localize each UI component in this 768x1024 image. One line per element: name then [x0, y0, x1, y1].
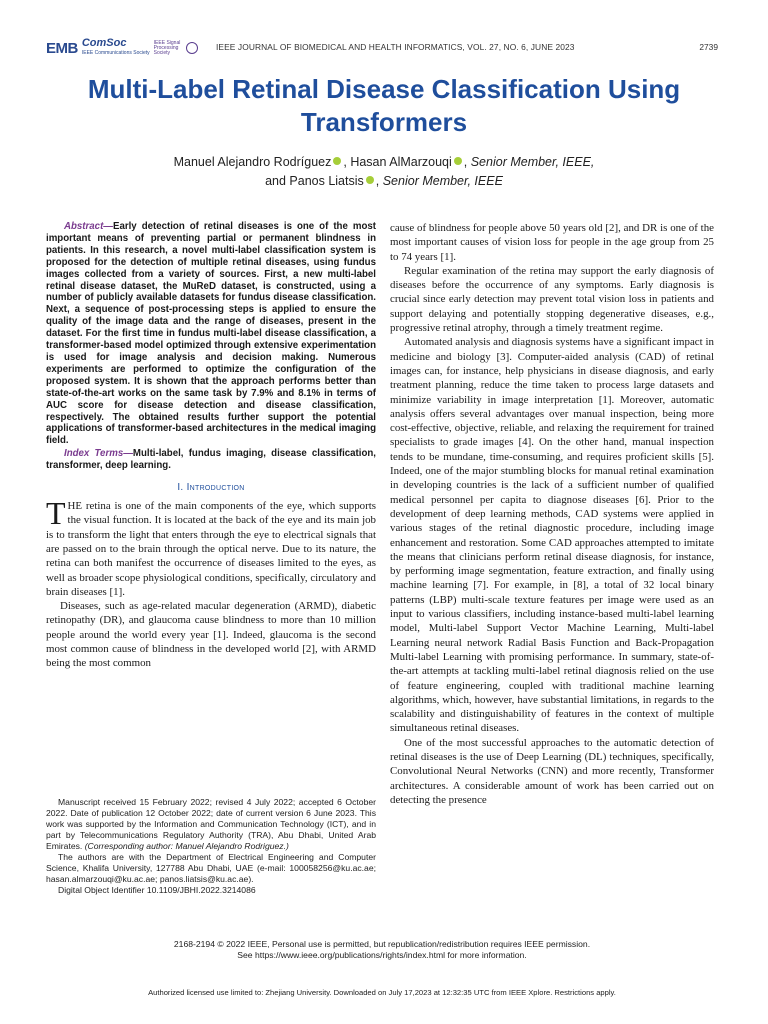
intro-paragraph-1 — [46, 495, 376, 599]
drop-cap: T — [46, 495, 66, 532]
footnote-corresponding-author: (Corresponding author: Manuel Alejandro Rodriguez.) — [84, 841, 289, 851]
page-number: 2739 — [699, 42, 718, 52]
footnote-affiliation: The authors are with the Department of Electrical Engineering and Computer Science, Khalifa University, 127788 Abu Dhabi, UAE (e-mail: 100058256@ku.ac.ae; hasan.almarzouqi@ku.ac.ae; panos.liatsis@ku.ac.ae). — [46, 852, 376, 884]
sps-logo — [154, 41, 198, 56]
right-column — [390, 221, 714, 807]
author-line-2: and Panos Liatsis , Senior Member, IEEE — [265, 174, 503, 188]
authorized-use-notice: Authorized licensed use limited to: Zhejiang University. Downloaded on July 17,2023 at 12:32:35 UTC from IEEE Xplore. Restrictions apply. — [148, 988, 616, 997]
page-header — [46, 38, 718, 64]
footnote — [46, 797, 376, 896]
author-3-role: Senior Member, IEEE — [382, 174, 503, 188]
abstract-text: Early detection of retinal diseases is one of the most important means of preventing partial or permanent blindness in patients. In this research, a novel multi-label classification system is proposed for the detection of multiple retinal diseases, using fundus images collected from a variety of sources. First, a new multi-label retinal disease dataset, the MuReD dataset, is constructed, using a number of publicly available datasets for fundus disease classification. Next, a sequence of post-processing steps is applied to ensure the quality of the image data and the range of diseases, present in the dataset. For the first time in fundus multi-label disease classification, a transformer-based model optimized through extensive experimentation is used for image analysis and decision making. Numerous experiments are performed to optimize the configuration of the proposed system. It is shown that the approach performs better than state-of-the-art works on the same task by 7.9% and 8.1% in terms of AUC score for disease detection and disease classification, respectively. The obtained results further support the potential applications of transformer-based architectures in the medical imaging field. — [46, 221, 376, 447]
copyright-line-1: 2168-2194 © 2022 IEEE, Personal use is permitted, but republication/redistribution requires IEEE permission. — [173, 939, 591, 949]
footnote-manuscript-info — [46, 797, 376, 852]
abstract-label: Abstract— — [64, 221, 113, 232]
comsoc-logo — [82, 38, 150, 58]
abstract — [46, 221, 376, 447]
intro-paragraph-2: Diseases, such as age-related macular degeneration (ARMD), diabetic retinopathy (DR), and glaucoma cause blindness to more than 10 million people around the world every year [1]. Indeed, glaucoma is the second most common cause of blindness in the developed world [2], with ARMD being the most common — [46, 600, 376, 670]
society-logos — [46, 38, 198, 58]
comsoc-logo-text: ComSoc — [81, 37, 127, 49]
author-1-name: Manuel Alejandro Rodríguez — [173, 155, 332, 169]
left-column — [46, 221, 376, 671]
author-line-1: Manuel Alejandro Rodríguez , Hasan AlMarzouqi , Senior Member, IEEE, — [173, 155, 595, 169]
right-paragraph-3: Automated analysis and diagnosis systems have a significant impact in medicine and biology [3]. Computer-aided analysis (CAD) of retinal images can, for instance, help physicians in disease diagnosis, and early treatment planning, reduce the time taken to process large datasets and minimize variability in image interpretation [1]. Moreover, automatic analysis offers several advantages over manual inspection, being more cost-effective, objective, reliable, and relaxing the requirement for trained specialists to grade images [4]. On the other hand, manual inspection tends to be mundane, time-consuming, and requires proficient skills [5]. Indeed, one of the major stumbling blocks for manual retinal examination in developing countries is the lack of a sufficient number of qualified medical personnel per capita to diagnose diseases [6]. Prior to the development of deep learning methods, CAD systems were applied in various stages of the retinal diagnostic procedure, including image enhancement and restoration. Some CAD approaches attempted to imitate the means that clinicians perform retinal disease diagnosis, for instance, by performing image segmentation, feature extraction, and finally using machine learning [7]. For example, in [8], a total of 32 local binary patterns (LBP) multi-scale texture features per image were used as an input to various classifiers, including instance-based multi-label learning model, Multi-label Support Vector Machine Learning, Multi-label Learning neural network Radial Basis Function and Back-Propagation Multi-label Learning with promising performance. In summary, state-of-the-art attempts at tackling multi-label retinal diagnosis relied on the use of feature engineering, coupled with traditional machine learning algorithms, which, however, have substantial limitations, in regards to the scalability and distinguishability of features in the context of multiple simultaneous retinal diseases. — [390, 336, 714, 735]
section-heading-introduction: I. Introduction — [177, 482, 245, 494]
intro-paragraph-1-text: HE retina is one of the main components of the eye, which supports the visual function. It is located at the back of the eye and its main job is to transform the light that enters through the eye to electrical signals that are passed on to the brain through the optical nerve. Due to its nature, the retina can both manifest the occurrence of diseases limited to the eyes, as well as broader scope physiological conditions, specifically, circulatory and brain diseases [1]. — [46, 500, 376, 598]
emb-logo: EMB — [46, 39, 78, 57]
sps-logo-text: IEEE Signal Processing Society — [153, 39, 181, 56]
copyright-notice — [46, 939, 718, 961]
orcid-icon[interactable] — [333, 157, 341, 165]
sps-logo-icon — [186, 42, 198, 54]
index-terms-label: Index Terms— — [64, 448, 133, 460]
paper-title: Multi-Label Retinal Disease Classification Using Transformers — [87, 74, 681, 137]
right-paragraph-2: Regular examination of the retina may support the early diagnosis of diseases before the occurrence of any symptoms. Early diagnosis is crucial since early detection may prevent total vision loss in patients and support delaying and potentially stopping degenerative diseases, e.g., progressive retinal atrophy, through a timely treatment regime. — [390, 264, 714, 335]
author-list — [60, 153, 708, 191]
author-2-role: Senior Member, IEEE, — [470, 155, 595, 169]
author-3-name: and Panos Liatsis — [265, 174, 364, 188]
index-terms-text: Multi-label, fundus imaging, disease classification, transformer, deep learning. — [46, 448, 376, 472]
right-paragraph-4: One of the most successful approaches to the automatic detection of retinal diseases is the use of Deep Learning (DL) techniques, specifically, Convolutional Neural Networks (CNN) and more recently, Transformer architectures. A considerable amount of work has been carried out on detecting the presence — [390, 736, 714, 806]
footnote-manuscript-text: Manuscript received 15 February 2022; revised 4 July 2022; accepted 6 October 2022. Date of publication 12 October 2022; date of current version 6 June 2023. This work was supported by the Information and Communication Technology (ICT), and in part by Telecommunications Regulatory Authority (TRA), Abu Dhabi, United Arab Emirates. — [46, 797, 376, 851]
orcid-icon[interactable] — [366, 176, 374, 184]
orcid-icon[interactable] — [454, 157, 462, 165]
right-paragraph-1: cause of blindness for people above 50 years old [2], and DR is one of the most important causes of vision loss for people in the age group from 25 to 74 years [1]. — [390, 222, 714, 263]
journal-running-head: IEEE JOURNAL OF BIOMEDICAL AND HEALTH INFORMATICS, VOL. 27, NO. 6, JUNE 2023 — [216, 42, 575, 52]
author-2-name: Hasan AlMarzouqi — [350, 155, 452, 169]
copyright-line-2[interactable]: See https://www.ieee.org/publications/rights/index.html for more information. — [237, 950, 527, 960]
index-terms — [46, 448, 376, 472]
comsoc-logo-subtext: IEEE Communications Society — [81, 50, 150, 56]
footnote-doi[interactable]: Digital Object Identifier 10.1109/JBHI.2022.3214086 — [58, 885, 256, 895]
